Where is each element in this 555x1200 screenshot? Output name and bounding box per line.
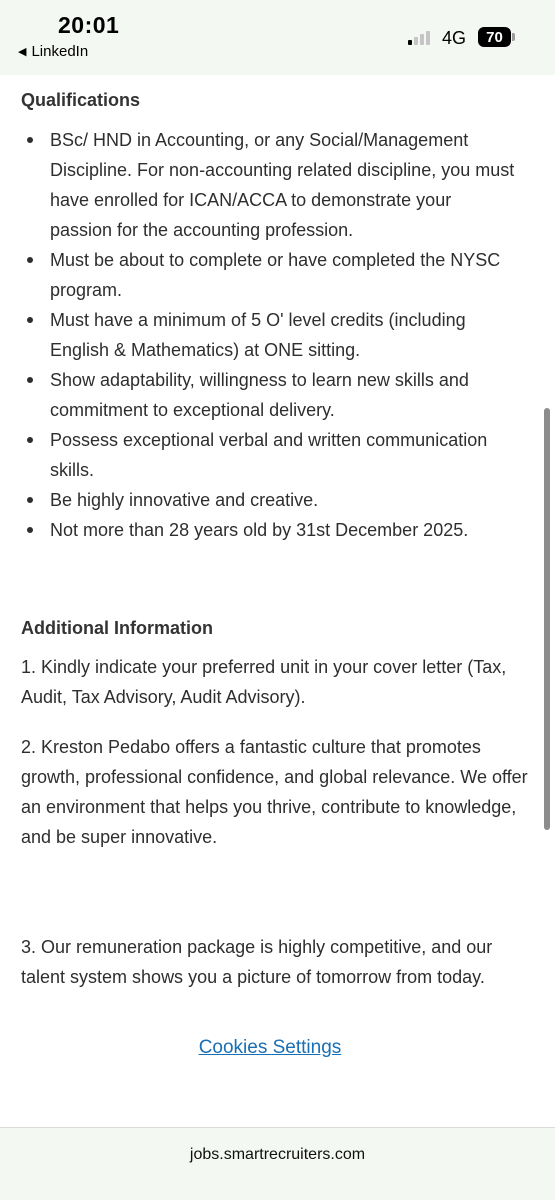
back-triangle-icon: ◀ bbox=[18, 46, 27, 58]
browser-address-bar[interactable] bbox=[0, 1127, 555, 1200]
additional-information-heading: Additional Information bbox=[21, 618, 213, 638]
battery-level: 70 bbox=[486, 28, 503, 46]
list-item: Be highly innovative and creative. bbox=[0, 485, 540, 515]
scrollbar[interactable] bbox=[544, 408, 550, 830]
battery-icon bbox=[478, 27, 511, 47]
battery-tip bbox=[512, 33, 515, 41]
list-item: Not more than 28 years old by 31st December 2025. bbox=[0, 515, 540, 545]
bullet-dot-icon bbox=[27, 497, 33, 503]
list-item: Show adaptability, willingness to learn new skills and commitment to exceptional delivery. bbox=[0, 365, 540, 425]
url-text[interactable]: jobs.smartrecruiters.com bbox=[189, 1146, 366, 1163]
list-item: Must have a minimum of 5 O' level credits (including English & Mathematics) at ONE sitting. bbox=[0, 305, 540, 365]
bullet-dot-icon bbox=[27, 437, 33, 443]
bullet-dot-icon bbox=[27, 377, 33, 383]
qualifications-list bbox=[0, 125, 540, 545]
additional-info-paragraph-3: 3. Our remuneration package is highly competitive, and our talent system shows you a picture of tomorrow from today. bbox=[21, 937, 493, 987]
back-to-app-button[interactable] bbox=[18, 43, 88, 60]
list-item: Possess exceptional verbal and written communication skills. bbox=[0, 425, 540, 485]
cookies-settings-link[interactable]: Cookies Settings bbox=[198, 1037, 342, 1058]
bullet-dot-icon bbox=[27, 137, 33, 143]
status-time: 20:01 bbox=[58, 12, 120, 38]
bullet-dot-icon bbox=[27, 257, 33, 263]
network-type: 4G bbox=[442, 28, 467, 48]
qualifications-heading: Qualifications bbox=[21, 90, 141, 110]
bullet-dot-icon bbox=[27, 317, 33, 323]
back-app-label: LinkedIn bbox=[31, 43, 89, 60]
status-bar bbox=[0, 0, 555, 75]
list-item: BSc/ HND in Accounting, or any Social/Management Discipline. For non-accounting related discipline, you must have enrolled for ICAN/ACCA to demonstrate your passion for the accounting profession. bbox=[0, 125, 540, 245]
bullet-dot-icon bbox=[27, 527, 33, 533]
additional-info-paragraph-1: 1. Kindly indicate your preferred unit in your cover letter (Tax, Audit, Tax Advisory, Audit Advisory). bbox=[21, 657, 507, 707]
additional-info-paragraph-2: 2. Kreston Pedabo offers a fantastic culture that promotes growth, professional confidence, and global relevance. We offer an environment that helps you thrive, contribute to knowledge, and be super innovative. bbox=[21, 737, 528, 847]
list-item: Must be about to complete or have completed the NYSC program. bbox=[0, 245, 540, 305]
cellular-signal-icon bbox=[408, 30, 434, 45]
